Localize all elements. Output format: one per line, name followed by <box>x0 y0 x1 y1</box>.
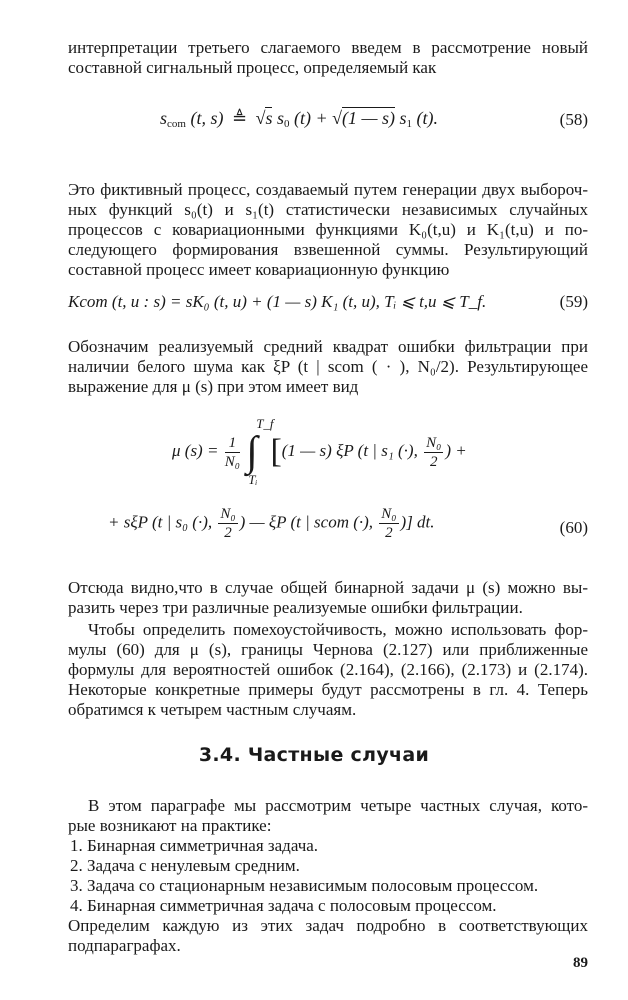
text-line: Некоторые конкретные примеры будут рассмотрены в гл. 4. Теперь <box>68 680 588 699</box>
sqrt-arg: (1 — s) <box>342 108 396 128</box>
eq-lhs: μ (s) = <box>172 440 219 460</box>
text-line: В этом параграфе мы рассмотрим четыре частных случая, кото- <box>88 796 588 815</box>
list-item: 4. Бинарная симметричная задача с полосовым процессом. <box>70 896 497 915</box>
paragraph-fictitious-process <box>68 180 588 280</box>
equation-58: $s_{com}$ (t, s) ≜ √s $s_0$ (t) + √(1 — s) $s_1$ (t). <box>160 108 439 130</box>
fraction-numerator: N₀ <box>381 506 397 522</box>
fraction-numerator: 1 <box>225 434 240 453</box>
fraction <box>379 505 398 542</box>
fraction-denominator: 2 <box>224 525 232 541</box>
text-line: формулы для вероятностей ошибок (2.164), (2.166), (2.173) и (2.174). <box>68 660 588 679</box>
fraction-denominator: 2 <box>385 525 393 541</box>
equation-60-line-1 <box>172 416 502 498</box>
eq-body: + sξP (t | s₀ (·), <box>108 512 217 532</box>
text-line: ных функций s₀(t) и s₁(t) статистически независимых случайных <box>68 200 588 219</box>
paragraph-intro <box>68 38 588 78</box>
text-line: наличии белого шума как ξP (t | scom ( · ), N₀/2). Результирующее <box>68 357 588 376</box>
text-line: мулы (60) для μ (s), границы Чернова (2.127) или приближенные <box>68 640 588 659</box>
eq-body: (1 — s) ξP (t | s₁ (·), <box>281 440 423 460</box>
list-item: 1. Бинарная симметричная задача. <box>70 836 319 855</box>
fraction <box>424 434 443 471</box>
eq-args: (t, s) <box>185 108 224 128</box>
integral-upper-limit: T_f <box>256 416 274 431</box>
equation-60-line-2 <box>108 505 528 555</box>
list-item: 3. Задача со стационарным независимым полосовым процессом. <box>70 876 539 895</box>
text-line: составной процесс имеет ковариационную функцию <box>68 260 450 279</box>
text-line: подпараграфах. <box>68 936 181 955</box>
text-line: Это фиктивный процесс, создаваемый путем генерации двух выбороч- <box>68 180 588 199</box>
text-line: процессов с ковариационными функциями K₀(t,u) и K₁(t,u) и по- <box>68 220 588 239</box>
text-line: следующего формирования взвешенной суммы. Результирующий <box>68 240 588 259</box>
text-line: Чтобы определить помехоустойчивость, можно использовать фор- <box>88 620 588 639</box>
fraction <box>218 505 237 542</box>
equation-59 <box>68 292 538 312</box>
paragraph-noise-immunity <box>68 620 588 720</box>
eq-args: (t) + <box>289 108 333 128</box>
text-line: составной сигнальный процесс, определяемый как <box>68 58 437 77</box>
section-heading: 3.4. Частные случаи <box>198 744 430 766</box>
eq-body: ) + <box>445 440 467 460</box>
eq-subscript: 0 <box>283 118 290 130</box>
fraction-numerator: N₀ <box>426 434 442 451</box>
page-number: 89 <box>573 955 588 971</box>
eq-body: ) — ξP (t | scom (·), <box>239 512 378 532</box>
text-line: обратимся к четырем частным случаям. <box>68 700 357 719</box>
fraction <box>225 434 240 471</box>
eq-body: )] dt. <box>400 512 435 532</box>
text-line: рые возникают на практике: <box>68 816 272 835</box>
text-line: выражение для μ (s) при этом имеет вид <box>68 377 359 396</box>
equation-number: (60) <box>559 518 588 537</box>
list-item: 2. Задача с ненулевым средним. <box>70 856 300 875</box>
text-line: интерпретации третьего слагаемого введем в рассмотрение новый <box>68 38 588 57</box>
paragraph-filter-error <box>68 337 588 397</box>
integral-sign: ∫ <box>246 429 258 475</box>
paragraph-conclusion <box>68 578 588 618</box>
fraction-denominator: N₀ <box>224 453 240 470</box>
fraction-numerator: N₀ <box>220 506 236 522</box>
eq-body: Kcom (t, u : s) = sK₀ (t, u) + (1 — s) K₁ (t, u), Tᵢ ⩽ t,u ⩽ T_f. <box>68 292 487 311</box>
eq-subscript: 1 <box>406 118 413 130</box>
sqrt-arg: s <box>265 108 273 128</box>
text-line: Определим каждую из этих задач подробно в соответствующих <box>68 916 588 935</box>
eq-args: (t). <box>412 108 439 128</box>
eq-symbol: s <box>395 108 407 128</box>
equation-number: (59) <box>559 292 588 311</box>
text-line: разить через три различные реализуемые ошибки фильтрации. <box>68 598 523 617</box>
text-line: Обозначим реализуемый средний квадрат ошибки фильтрации при <box>68 337 588 356</box>
text-line: Отсюда видно,что в случае общей бинарной задачи μ (s) можно вы- <box>68 578 588 597</box>
eq-subscript: com <box>167 118 186 130</box>
equation-number: (58) <box>559 110 588 129</box>
paragraph-subsections <box>68 916 588 956</box>
fraction-denominator: 2 <box>429 453 438 470</box>
special-cases-list <box>68 836 588 916</box>
integral-lower-limit: Tᵢ <box>248 472 258 487</box>
eq-symbol: s <box>160 108 168 128</box>
bracket: [ <box>270 433 282 470</box>
eq-symbol: s <box>272 108 284 128</box>
paragraph-section-intro <box>68 796 588 836</box>
defined-as-symbol: ≜ <box>231 108 248 128</box>
